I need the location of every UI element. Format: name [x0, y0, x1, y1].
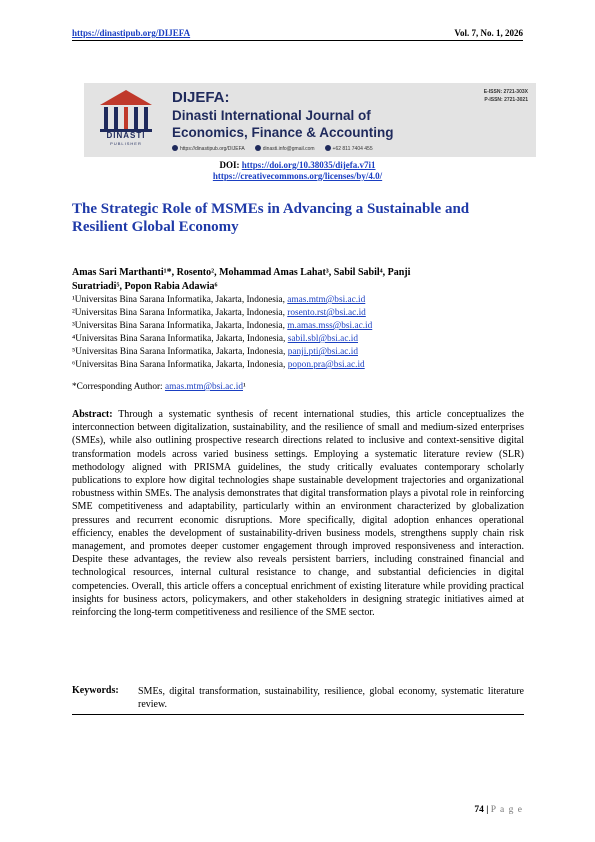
logo-subtitle: PUBLISHER [110, 141, 142, 146]
affiliation-3: ³Universitas Bina Sarana Informatika, Jakarta, Indonesia, m.amas.mss@bsi.ac.id [72, 321, 373, 331]
volume-info: Vol. 7, No. 1, 2026 [454, 28, 523, 38]
affiliation-5: ⁵Universitas Bina Sarana Informatika, Jakarta, Indonesia, panji.pti@bsi.ac.id [72, 347, 358, 357]
corresponding-email-link[interactable]: amas.mtm@bsi.ac.id [164, 382, 243, 392]
keywords-rule [72, 714, 524, 715]
journal-name-line2: Economics, Finance & Accounting [172, 125, 394, 140]
globe-icon [172, 145, 178, 151]
affiliation-4: ⁴Universitas Bina Sarana Informatika, Jakarta, Indonesia, sabil.sbl@bsi.ac.id [72, 334, 358, 344]
email-link[interactable]: rosento.rst@bsi.ac.id [287, 308, 366, 318]
logo-name: DINASTI [106, 131, 146, 140]
journal-name-line1: Dinasti International Journal of [172, 108, 371, 123]
keywords-label: Keywords: [72, 685, 119, 696]
email-link[interactable]: sabil.sbl@bsi.ac.id [287, 334, 358, 344]
email-link[interactable]: amas.mtm@bsi.ac.id [287, 295, 366, 305]
abstract [72, 408, 524, 619]
license-line [0, 171, 595, 181]
abstract-text: Through a systematic synthesis of recent international studies, this article conceptualizes the interconnection between digitalization, sustainability, and the resilience of small and medium-sized enterprises (SMEs), while also outlining prospective research directions related to inclusive and context-sensitive digital transformation models across varied business settings. Employing a systematic literature review (SLR) methodology aligned with PRISMA guidelines, the study critically evaluates contemporary scholarly publications to explore how digital technologies shape sustainable development trajectories and organizational robustness within SMEs. The analysis demonstrates that digital transformation plays a pivotal role in reinforcing SME competitiveness and adaptability, particularly within an environment characterized by globalization pressures and recurrent economic disruptions. More specifically, digital adoption enhances operational efficiency, enables the development of sustainability-driven business models, strengthens supply chain risk management, and promotes deeper customer engagement through improved responsiveness and interaction. Despite these advantages, the review also reveals persistent barriers, including constrained financial and technological resources, internal cultural resistance to change, and substantial deficiencies in digital competencies. Overall, this article offers a conceptual enrichment of existing literature while providing practical insights for business actors, policymakers, and other stakeholders in designing strategic initiatives aimed at reinforcing the long-term competitiveness and resilience of the SME sector. [72, 409, 524, 619]
contact-email: dinasti.info@gmail.com [255, 145, 315, 152]
keywords-text: SMEs, digital transformation, sustainability, resilience, global economy, systematic literature review. [138, 686, 524, 710]
affiliation-6: ⁶Universitas Bina Sarana Informatika, Jakarta, Indonesia, popon.pra@bsi.ac.id [72, 360, 365, 370]
contact-web: https://dinastipub.org/DIJEFA [172, 145, 245, 152]
author-list: Amas Sari Marthanti¹*, Rosento², Mohammad Amas Lahat³, Sabil Sabil⁴, Panji Suratriadi⁵, Popon Rabia Adawia⁶ [72, 267, 411, 292]
email-link[interactable]: popon.pra@bsi.ac.id [287, 360, 365, 370]
email-link[interactable]: m.amas.mss@bsi.ac.id [287, 321, 373, 331]
email-link[interactable]: panji.pti@bsi.ac.id [287, 347, 358, 357]
license-link[interactable]: https://creativecommons.org/licenses/by/4.0/ [212, 171, 383, 181]
pissn: P-ISSN: 2721-3021 [484, 97, 528, 103]
abstract-label: Abstract: [72, 409, 113, 420]
eissn: E-ISSN: 2721-303X [483, 89, 528, 95]
journal-url-link[interactable]: https://dinastipub.org/DIJEFA [72, 28, 191, 38]
page-number: 74 | P a g e [474, 805, 523, 815]
mail-icon [255, 145, 261, 151]
phone-icon [325, 145, 331, 151]
corresponding-author: *Corresponding Author: amas.mtm@bsi.ac.id¹ [72, 382, 246, 392]
doi-link[interactable]: https://doi.org/10.38035/dijefa.v7i1 [241, 160, 376, 170]
banner-contacts [172, 145, 373, 152]
header-rule [72, 40, 523, 41]
paper-title: The Strategic Role of MSMEs in Advancing a Sustainable and Resilient Global Economy [72, 201, 470, 235]
contact-phone: +62 811 7404 455 [325, 145, 373, 152]
affiliation-1: ¹Universitas Bina Sarana Informatika, Jakarta, Indonesia, amas.mtm@bsi.ac.id [72, 295, 366, 305]
affiliation-2: ²Universitas Bina Sarana Informatika, Jakarta, Indonesia, rosento.rst@bsi.ac.id [72, 308, 366, 318]
doi-line: DOI: https://doi.org/10.38035/dijefa.v7i1 [219, 160, 376, 170]
journal-abbreviation: DIJEFA: [172, 89, 230, 106]
journal-banner [84, 83, 536, 157]
